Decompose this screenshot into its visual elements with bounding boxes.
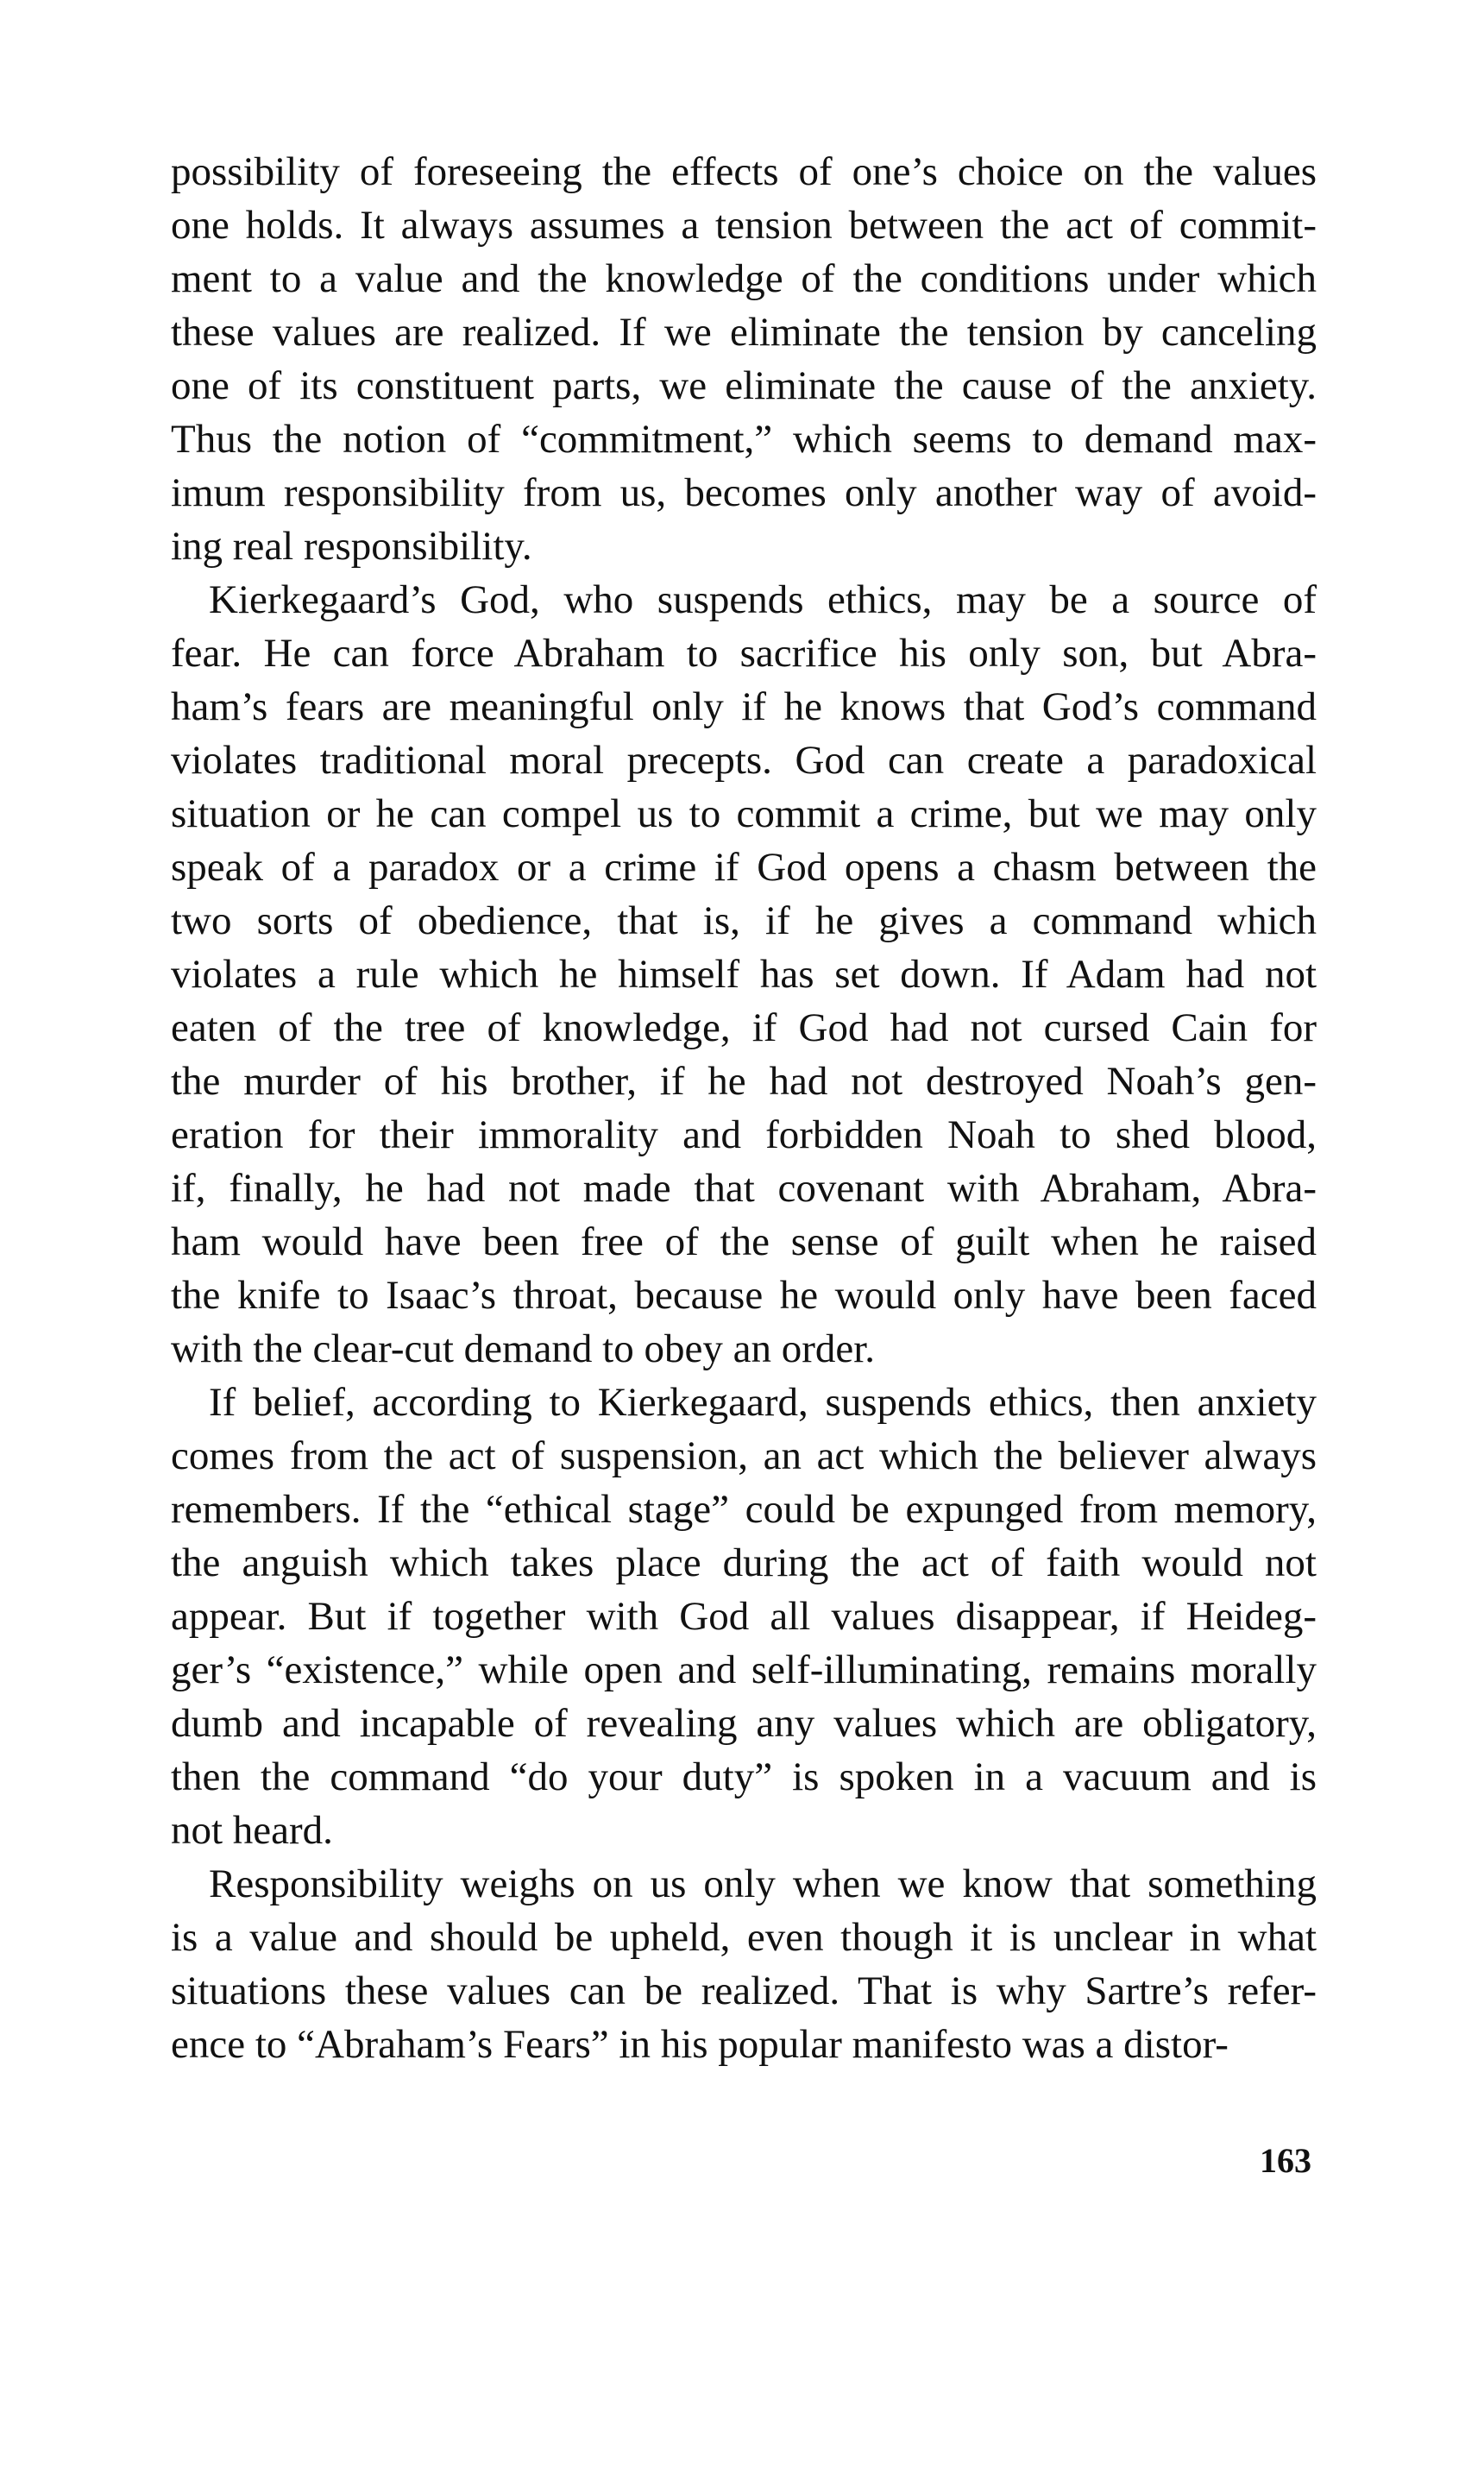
- text-line: these values are realized. If we eliminate the tension by canceling: [171, 310, 1317, 355]
- text-line: speak of a paradox or a crime if God opens a chasm between the: [171, 845, 1317, 890]
- text-line: appear. But if together with God all values disappear, if Heideg-: [171, 1594, 1317, 1639]
- text-line: is a value and should be upheld, even though it is unclear in what: [171, 1915, 1317, 1960]
- text-line: situations these values can be realized. That is why Sartre’s refer-: [171, 1968, 1317, 2013]
- text-line: If belief, according to Kierkegaard, suspends ethics, then anxiety: [209, 1380, 1317, 1425]
- text-line: ence to “Abraham’s Fears” in his popular manifesto was a distor-: [171, 2022, 1229, 2067]
- text-line: dumb and incapable of revealing any values which are obligatory,: [171, 1701, 1317, 1746]
- text-line: comes from the act of suspension, an act which the believer always: [171, 1433, 1317, 1478]
- text-line: violates traditional moral precepts. God can create a paradoxical: [171, 738, 1317, 783]
- text-line: two sorts of obedience, that is, if he gives a command which: [171, 898, 1317, 943]
- paragraph: [171, 145, 1317, 573]
- text-line: Thus the notion of “commitment,” which seems to demand max-: [171, 417, 1317, 462]
- text-line: one of its constituent parts, we eliminate the cause of the anxiety.: [171, 363, 1317, 408]
- text-line: Responsibility weighs on us only when we know that something: [209, 1861, 1317, 1906]
- text-line: then the command “do your duty” is spoken in a vacuum and is: [171, 1754, 1317, 1799]
- paragraph: [171, 1376, 1317, 1857]
- text-line: the murder of his brother, if he had not destroyed Noah’s gen-: [171, 1059, 1317, 1104]
- text-line: the anguish which takes place during the act of faith would not: [171, 1540, 1317, 1585]
- text-line: remembers. If the “ethical stage” could be expunged from memory,: [171, 1487, 1317, 1532]
- text-line: fear. He can force Abraham to sacrifice his only son, but Abra-: [171, 631, 1317, 676]
- text-line: ham would have been free of the sense of guilt when he raised: [171, 1219, 1317, 1264]
- text-line: not heard.: [171, 1808, 333, 1853]
- text-line: Kierkegaard’s God, who suspends ethics, may be a source of: [209, 577, 1317, 622]
- text-line: with the clear-cut demand to obey an order.: [171, 1326, 876, 1371]
- text-line: eration for their immorality and forbidden Noah to shed blood,: [171, 1112, 1317, 1157]
- text-line: the knife to Isaac’s throat, because he would only have been faced: [171, 1273, 1317, 1318]
- text-line: imum responsibility from us, becomes only another way of avoid-: [171, 470, 1317, 515]
- page-number: 163: [1260, 2141, 1311, 2180]
- text-line: one holds. It always assumes a tension between the act of commit-: [171, 203, 1317, 248]
- text-line: ing real responsibility.: [171, 524, 532, 569]
- text-line: possibility of foreseeing the effects of one’s choice on the values: [171, 149, 1317, 194]
- text-line: violates a rule which he himself has set down. If Adam had not: [171, 952, 1317, 997]
- text-line: if, finally, he had not made that covenant with Abraham, Abra-: [171, 1166, 1317, 1211]
- text-line: ger’s “existence,” while open and self-illuminating, remains morally: [171, 1647, 1317, 1692]
- text-line: situation or he can compel us to commit a crime, but we may only: [171, 791, 1317, 836]
- text-line: ham’s fears are meaningful only if he knows that God’s command: [171, 684, 1317, 729]
- text-line: eaten of the tree of knowledge, if God had not cursed Cain for: [171, 1005, 1317, 1050]
- paragraph: [171, 1857, 1317, 2071]
- body-text: [171, 145, 1317, 2071]
- paragraph: [171, 573, 1317, 1376]
- text-line: ment to a value and the knowledge of the conditions under which: [171, 256, 1317, 301]
